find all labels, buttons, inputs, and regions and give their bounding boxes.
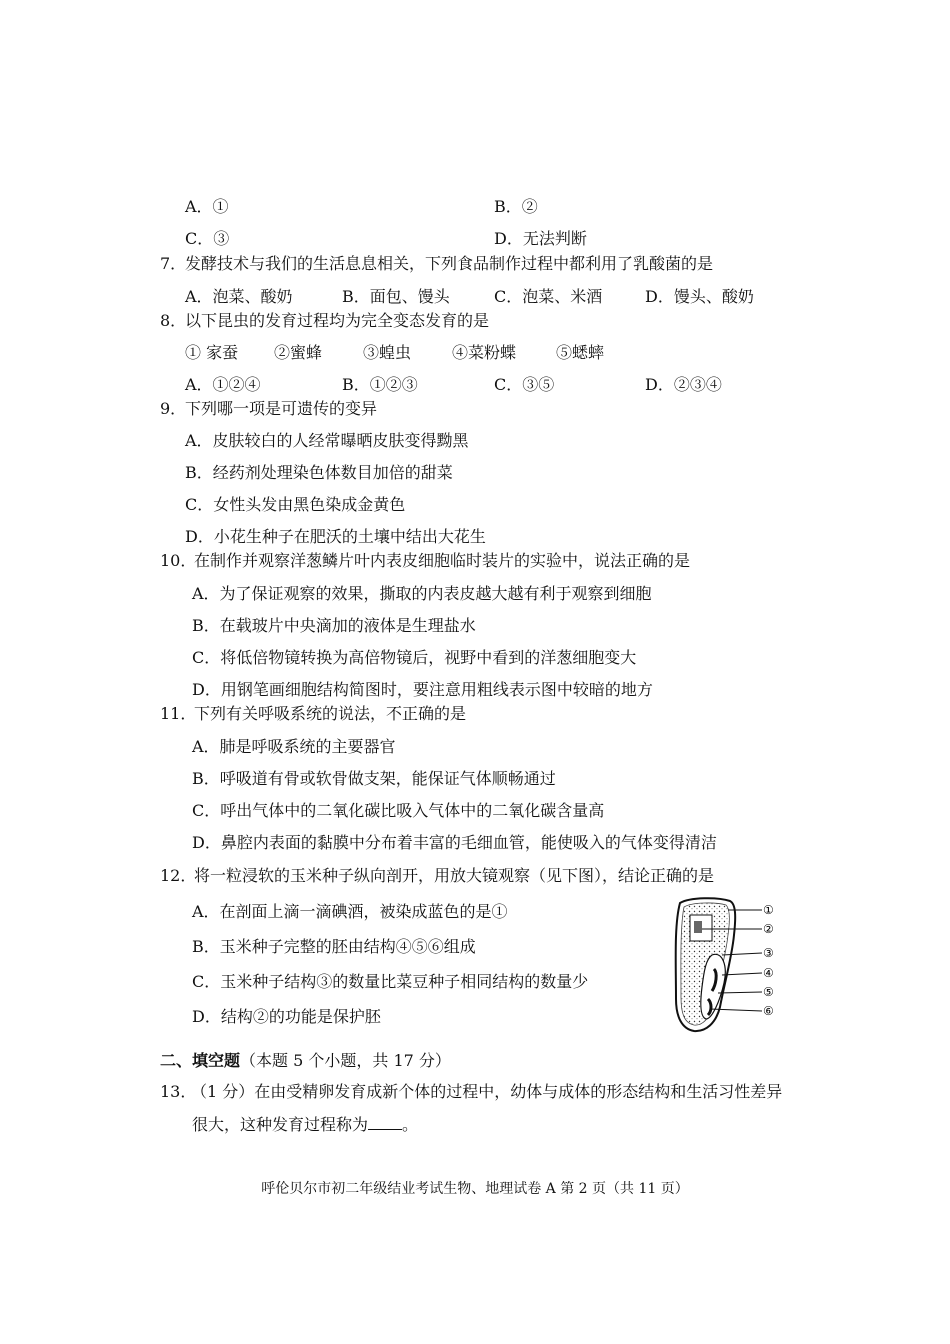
- seed-label-5: ⑤: [763, 985, 774, 999]
- q8-option-d: D．②③④: [645, 375, 722, 394]
- q12-number: 12．: [160, 866, 197, 885]
- q10-option-c: C．将低倍物镜转换为高倍物镜后，视野中看到的洋葱细胞变大: [192, 648, 637, 667]
- corn-seed-diagram: [668, 895, 780, 1035]
- q12-option-c: C．玉米种子结构③的数量比菜豆种子相同结构的数量少: [192, 972, 589, 991]
- q8-option-b: B．①②③: [342, 375, 418, 394]
- q10-option-a: A．为了保证观察的效果，撕取的内表皮越大越有利于观察到细胞: [192, 584, 652, 603]
- q10-stem: 在制作并观察洋葱鳞片叶内表皮细胞临时装片的实验中，说法正确的是: [194, 551, 691, 570]
- page-footer: 呼伦贝尔市初二年级结业考试生物、地理试卷 A 第 2 页（共 11 页）: [261, 1181, 689, 1197]
- q8-stem: 以下昆虫的发育过程均为完全变态发育的是: [185, 311, 490, 330]
- q9-option-c: C．女性头发由黑色染成金黄色: [185, 495, 406, 514]
- seed-label-3: ③: [763, 946, 774, 960]
- q11-option-a: A．肺是呼吸系统的主要器官: [192, 737, 396, 756]
- q9-stem: 下列哪一项是可遗传的变异: [185, 399, 378, 418]
- q13-line-2-end: 。: [402, 1115, 419, 1134]
- seed-label-2: ②: [763, 922, 774, 936]
- q13-line-2: [192, 1114, 418, 1135]
- q8-item-2: ②蜜蜂: [274, 343, 323, 362]
- q10-option-b: B．在载玻片中央滴加的液体是生理盐水: [192, 616, 476, 635]
- q7-option-d: D．馒头、酸奶: [645, 287, 754, 306]
- q12-stem: 将一粒浸软的玉米种子纵向剖开，用放大镜观察（见下图），结论正确的是: [194, 866, 715, 885]
- seed-label-6: ⑥: [763, 1004, 774, 1018]
- q8-item-3: ③蝗虫: [363, 343, 412, 362]
- q9-number: 9．: [160, 399, 187, 418]
- q9-option-d: D．小花生种子在肥沃的土壤中结出大花生: [185, 527, 486, 546]
- q8-option-a: A．①②④: [185, 375, 261, 394]
- section-2-note: （本题 5 个小题，共 17 分）: [240, 1051, 451, 1070]
- q10-number: 10．: [160, 551, 197, 570]
- q13-line-1: （1 分）在由受精卵发育成新个体的过程中，幼体与成体的形态结构和生活习性差异: [191, 1082, 783, 1101]
- q12-option-b: B．玉米种子完整的胚由结构④⑤⑥组成: [192, 937, 476, 956]
- q8-item-4: ④菜粉蝶: [452, 343, 517, 362]
- q11-number: 11．: [160, 704, 197, 723]
- q13-answer-blank[interactable]: [368, 1114, 402, 1130]
- q11-option-d: D．鼻腔内表面的黏膜中分布着丰富的毛细血管，能使吸入的气体变得清洁: [192, 833, 717, 852]
- q7-number: 7．: [160, 254, 187, 273]
- q6-option-d: D．无法判断: [494, 229, 587, 248]
- q6-option-c: C．③: [185, 229, 230, 248]
- q6-option-b: B．②: [494, 197, 538, 216]
- q7-option-a: A．泡菜、酸奶: [185, 287, 293, 306]
- q11-stem: 下列有关呼吸系统的说法，不正确的是: [194, 704, 467, 723]
- q13-number: 13．: [160, 1082, 197, 1101]
- q8-item-5: ⑤蟋蟀: [556, 343, 605, 362]
- q12-option-a: A．在剖面上滴一滴碘酒，被染成蓝色的是①: [192, 902, 508, 921]
- seed-label-1: ①: [763, 903, 774, 917]
- q7-option-b: B．面包、馒头: [342, 287, 450, 306]
- q6-option-a: A．①: [185, 197, 229, 216]
- q12-option-d: D．结构②的功能是保护胚: [192, 1007, 381, 1026]
- section-2-title: 二、填空题: [160, 1051, 241, 1070]
- q8-item-1: ① 家蚕: [185, 343, 239, 362]
- q8-option-c: C．③⑤: [494, 375, 555, 394]
- q9-option-a: A．皮肤较白的人经常曝晒皮肤变得黝黑: [185, 431, 469, 450]
- q7-stem: 发酵技术与我们的生活息息相关，下列食品制作过程中都利用了乳酸菌的是: [185, 254, 714, 273]
- q11-option-b: B．呼吸道有骨或软骨做支架，能保证气体顺畅通过: [192, 769, 556, 788]
- q8-number: 8．: [160, 311, 187, 330]
- q7-option-c: C．泡菜、米酒: [494, 287, 603, 306]
- q9-option-b: B．经药剂处理染色体数目加倍的甜菜: [185, 463, 453, 482]
- seed-label-4: ④: [763, 966, 774, 980]
- q10-option-d: D．用钢笔画细胞结构简图时，要注意用粗线表示图中较暗的地方: [192, 680, 653, 699]
- q13-line-2-text: 很大，这种发育过程称为: [192, 1115, 369, 1134]
- q11-option-c: C．呼出气体中的二氧化碳比吸入气体中的二氧化碳含量高: [192, 801, 605, 820]
- section-2-heading: [160, 1051, 451, 1071]
